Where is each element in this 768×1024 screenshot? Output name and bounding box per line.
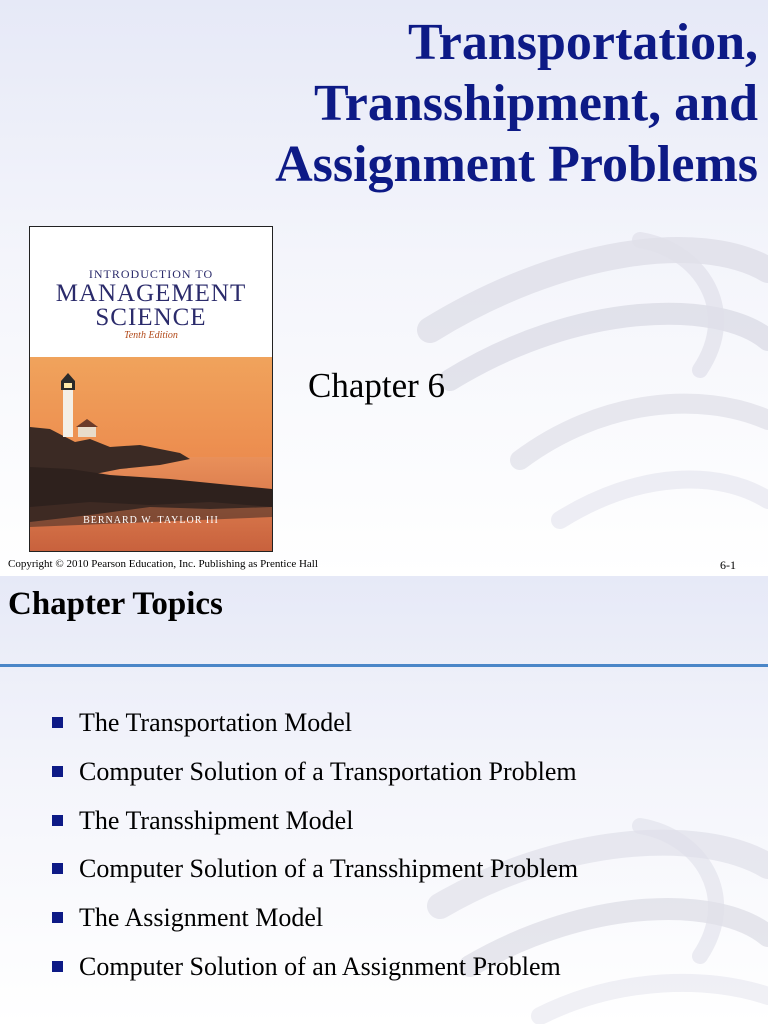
- title-divider: [0, 664, 768, 667]
- book-cover-header: [30, 227, 272, 357]
- square-bullet-icon: [52, 815, 63, 826]
- book-edition: Tenth Edition: [124, 330, 178, 341]
- list-item: [52, 806, 578, 855]
- topic-text: The Transportation Model: [79, 708, 352, 737]
- title-line: Assignment Problems: [275, 136, 758, 193]
- book-title-line: MANAGEMENT: [55, 280, 247, 307]
- book-intro-text: INTRODUCTION TO: [88, 267, 214, 281]
- list-item: [52, 854, 578, 903]
- book-title-line: SCIENCE: [95, 304, 207, 331]
- title-line: Transshipment, and: [313, 75, 758, 132]
- square-bullet-icon: [52, 717, 63, 728]
- square-bullet-icon: [52, 766, 63, 777]
- topics-slide: [0, 576, 768, 1024]
- topic-text: Computer Solution of an Assignment Problem: [79, 951, 561, 981]
- list-item: [52, 903, 578, 952]
- square-bullet-icon: [52, 961, 63, 972]
- topic-text: The Assignment Model: [79, 903, 324, 933]
- square-bullet-icon: [52, 912, 63, 923]
- square-bullet-icon: [52, 863, 63, 874]
- page-number: 6-1: [720, 558, 736, 572]
- topic-text: Computer Solution of a Transshipment Problem: [79, 854, 579, 884]
- slide-title: Chapter Topics: [8, 586, 223, 622]
- list-item: [52, 708, 578, 757]
- topic-text: Computer Solution of a Transportation Problem: [79, 756, 577, 786]
- title-line: Transportation,: [407, 14, 758, 71]
- list-item: [52, 757, 578, 806]
- book-author: BERNARD W. TAYLOR III: [83, 515, 219, 526]
- slide-title: [58, 12, 758, 195]
- book-cover: [29, 226, 273, 552]
- copyright-notice: Copyright © 2010 Pearson Education, Inc. Publishing as Prentice Hall: [8, 558, 318, 570]
- chapter-label: Chapter 6: [308, 366, 446, 405]
- topics-list: [52, 708, 578, 1001]
- topic-text: The Transshipment Model: [79, 805, 354, 835]
- list-item: [52, 952, 578, 1001]
